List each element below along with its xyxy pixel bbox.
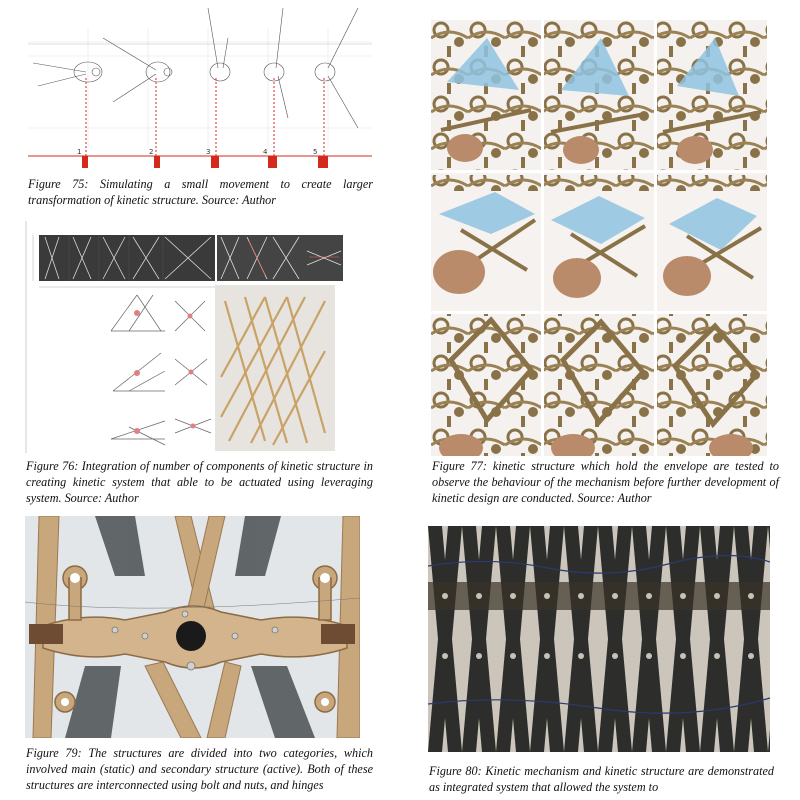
figure-76-caption: Figure 76: Integration of number of components of kinetic structure in creating kinetic system that able to be actuated using leveraging system. Source: Author (26, 459, 373, 505)
step-label-4: 4 (263, 148, 268, 156)
grid-row-3 (431, 314, 767, 456)
figure-79-caption: Figure 79: The structures are divided into two categories, which involved main (static) and secondary structure (active). Both of these structures are interconnected using bolt and nuts, and hinges (26, 746, 373, 792)
simulation-drawing (28, 8, 372, 170)
photo-strip-right (217, 235, 343, 281)
step-label-5: 5 (313, 148, 318, 156)
figure-80-caption: Figure 80: Kinetic mechanism and kinetic structure are demonstrated as integrated system that allowed the system to (429, 764, 774, 794)
figure-77-photo-grid (431, 20, 767, 456)
lattice-photo (215, 285, 335, 451)
figure-75-caption: Figure 75: Simulating a small movement to create larger transformation of kinetic structure. Source: Author (28, 177, 373, 207)
grid-row-1 (431, 20, 767, 170)
step-label-2: 2 (149, 148, 154, 156)
figure-75-diagram (28, 8, 372, 170)
step-label-1: 1 (77, 148, 82, 156)
linkage-diagrams (111, 295, 211, 445)
figure-77-caption: Figure 77: kinetic structure which hold the envelope are tested to observe the behaviour of the mechanism before further development of kinetic design are conducted. Source: Author (432, 459, 779, 505)
figure-76-composite (25, 221, 345, 453)
photo-strip-left (39, 235, 215, 281)
figure-80-photo (428, 526, 770, 752)
step-label-3: 3 (206, 148, 211, 156)
grid-row-2 (431, 173, 767, 311)
figure-79-photo (25, 516, 360, 738)
